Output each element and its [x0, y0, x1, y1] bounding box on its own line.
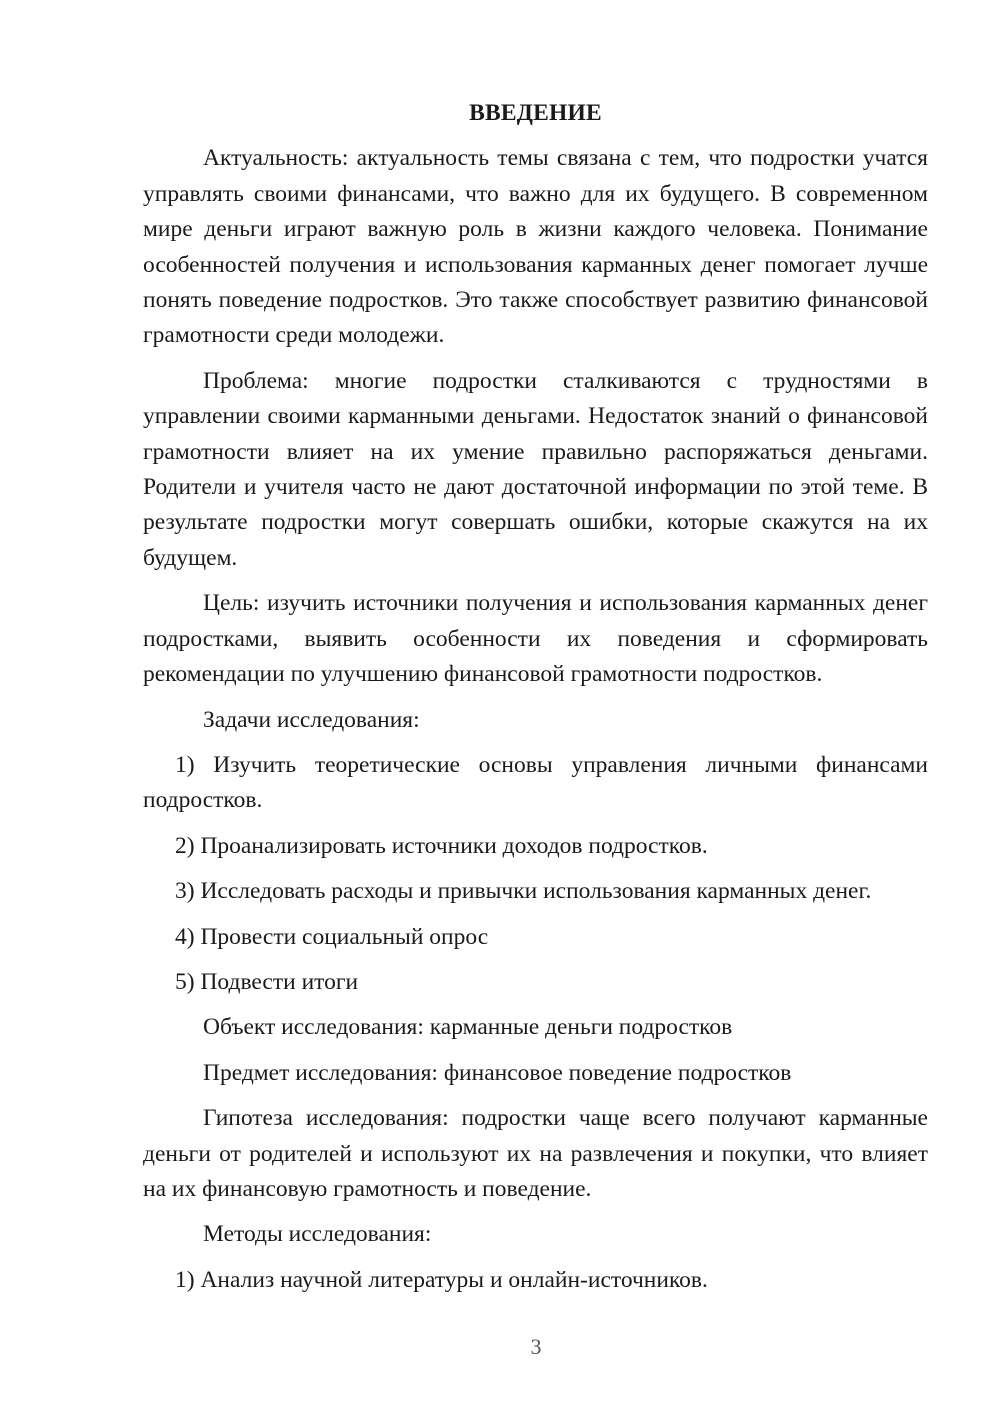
- page-number: 3: [530, 1334, 542, 1359]
- method-item-1: 1) Анализ научной литературы и онлайн-источников.: [175, 1266, 708, 1293]
- goal-paragraph: Цель: изучить источники получения и использования карманных денег подростками, выявить особенности их поведения и сформировать рекомендации по улучшению финансовой грамотности подростков.: [143, 590, 928, 688]
- task-item-4: 4) Провести социальный опрос: [175, 923, 489, 950]
- task-item-3: 3) Исследовать расходы и привычки использования карманных денег.: [175, 878, 872, 905]
- hypothesis-paragraph: Гипотеза исследования: подростки чаще всего получают карманные деньги от родителей и используют их на развлечения и покупки, что влияет на их финансовую грамотность и поведение.: [143, 1105, 928, 1202]
- methods-heading: Методы исследования:: [203, 1221, 432, 1248]
- task-item-5: 5) Подвести итоги: [175, 968, 359, 995]
- task-item-2: 2) Проанализировать источники доходов подростков.: [175, 832, 708, 859]
- subject-paragraph: Предмет исследования: финансовое поведение подростков: [203, 1059, 792, 1086]
- task-item-1: 1) Изучить теоретические основы управления личными финансами подростков.: [143, 751, 928, 814]
- object-paragraph: Объект исследования: карманные деньги подростков: [203, 1014, 733, 1041]
- problem-paragraph: Проблема: многие подростки сталкиваются с трудностями в управлении своими карманными деньгами. Недостаток знаний о финансовой грамотности влияет на их умение правильно распоряжаться деньгами. Родители и учителя часто не дают достаточной информации по этой теме. В результате подростки могут совершать ошибки, которые скажутся на их будущем.: [143, 367, 928, 571]
- page-content: [143, 96, 928, 1308]
- section-title: ВВЕДЕНИЕ: [469, 100, 602, 126]
- tasks-heading: Задачи исследования:: [203, 706, 420, 733]
- relevance-paragraph: Актуальность: актуальность темы связана с тем, что подростки учатся управлять своими финансами, что важно для их будущего. В современном мире деньги играют важную роль в жизни каждого человека. Понимание особенностей получения и использования карманных денег помогает лучше понять поведение подростков. Это также способствует развитию финансовой грамотности среди молодежи.: [143, 145, 928, 349]
